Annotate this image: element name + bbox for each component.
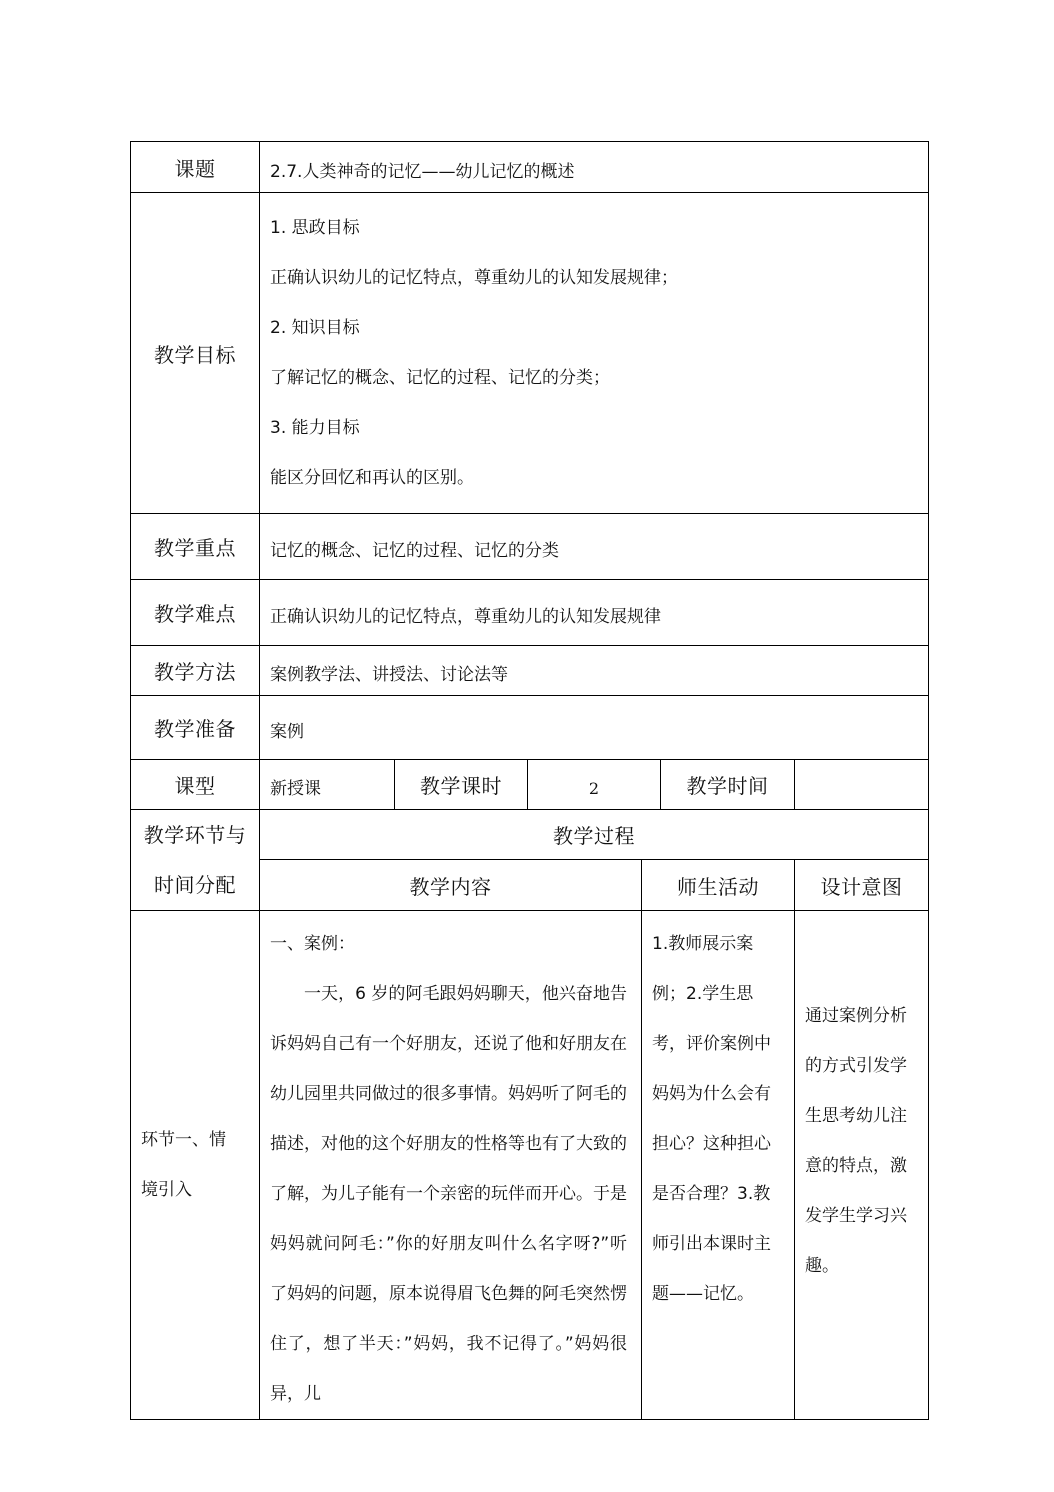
difficulties-value: 正确认识幼儿的记忆特点，尊重幼儿的认知发展规律 bbox=[260, 580, 929, 646]
stage-row bbox=[131, 911, 929, 1420]
methods-label: 教学方法 bbox=[131, 646, 260, 696]
key-points-value: 记忆的概念、记忆的过程、记忆的分类 bbox=[260, 514, 929, 580]
content-paragraph: 一天，6 岁的阿毛跟妈妈聊天，他兴奋地告诉妈妈自己有一个好朋友，还说了他和好朋友在幼儿园里共同做过的很多事情。妈妈听了阿毛的描述，对他的这个好朋友的性格等也有了大致的了解，为儿子能有一个亲密的玩伴而开心。于是妈妈就问阿毛：”你的好朋友叫什么名字呀?”听了妈妈的问题，原本说得眉飞色舞的阿毛突然愣住了，想了半天：”妈妈，我不记得了。”妈妈很异，儿 bbox=[270, 984, 627, 1404]
content-title: 一、案例： bbox=[270, 934, 355, 954]
preparation-row bbox=[131, 696, 929, 760]
course-time-label: 教学时间 bbox=[661, 760, 795, 810]
stage-header-line1: 教学环节与 bbox=[143, 823, 247, 847]
topic-row bbox=[131, 142, 929, 193]
stage-header bbox=[131, 810, 260, 911]
objective-line: 了解记忆的概念、记忆的过程、记忆的分类； bbox=[270, 368, 610, 388]
topic-value: 2.7.人类神奇的记忆——幼儿记忆的概述 bbox=[260, 142, 929, 193]
process-header: 教学过程 bbox=[260, 810, 929, 860]
objectives-label: 教学目标 bbox=[131, 193, 260, 514]
difficulties-row bbox=[131, 580, 929, 646]
objective-line: 3. 能力目标 bbox=[270, 418, 360, 438]
difficulties-label: 教学难点 bbox=[131, 580, 260, 646]
stage-name-line2: 境引入 bbox=[141, 1180, 192, 1200]
course-time-value bbox=[795, 760, 929, 810]
design-intent: 通过案例分析的方式引发学生思考幼儿注意的特点，激发学生学习兴趣。 bbox=[795, 911, 929, 1420]
stage-header-line2: 时间分配 bbox=[154, 873, 236, 897]
stage-name bbox=[131, 911, 260, 1420]
process-header-row bbox=[131, 810, 929, 860]
content-header: 教学内容 bbox=[260, 860, 642, 911]
course-type-label: 课型 bbox=[131, 760, 260, 810]
objective-line: 1. 思政目标 bbox=[270, 218, 360, 238]
methods-value: 案例教学法、讲授法、讨论法等 bbox=[260, 646, 929, 696]
objectives-list bbox=[260, 193, 929, 514]
objective-line: 正确认识幼儿的记忆特点，尊重幼儿的认知发展规律； bbox=[270, 268, 678, 288]
preparation-label: 教学准备 bbox=[131, 696, 260, 760]
topic-label: 课题 bbox=[131, 142, 260, 193]
key-points-label: 教学重点 bbox=[131, 514, 260, 580]
lesson-plan-document bbox=[130, 141, 928, 1404]
teaching-content bbox=[260, 911, 642, 1420]
preparation-value: 案例 bbox=[260, 696, 929, 760]
course-hours-value: 2 bbox=[528, 760, 661, 810]
objective-line: 2. 知识目标 bbox=[270, 318, 360, 338]
course-info-row bbox=[131, 760, 929, 810]
key-points-row bbox=[131, 514, 929, 580]
objective-line: 能区分回忆和再认的区别。 bbox=[270, 468, 474, 488]
teacher-student-activity: 1.教师展示案例；2.学生思考，评价案例中妈妈为什么会有担心？这种担心是否合理？3.教师引出本课时主题——记忆。 bbox=[642, 911, 795, 1420]
intent-header: 设计意图 bbox=[795, 860, 929, 911]
objectives-row bbox=[131, 193, 929, 514]
stage-name-line1: 环节一、情 bbox=[141, 1130, 226, 1150]
activity-header: 师生活动 bbox=[642, 860, 795, 911]
course-hours-label: 教学课时 bbox=[395, 760, 528, 810]
methods-row bbox=[131, 646, 929, 696]
course-type-value: 新授课 bbox=[260, 760, 395, 810]
lesson-plan-table bbox=[130, 141, 929, 1420]
